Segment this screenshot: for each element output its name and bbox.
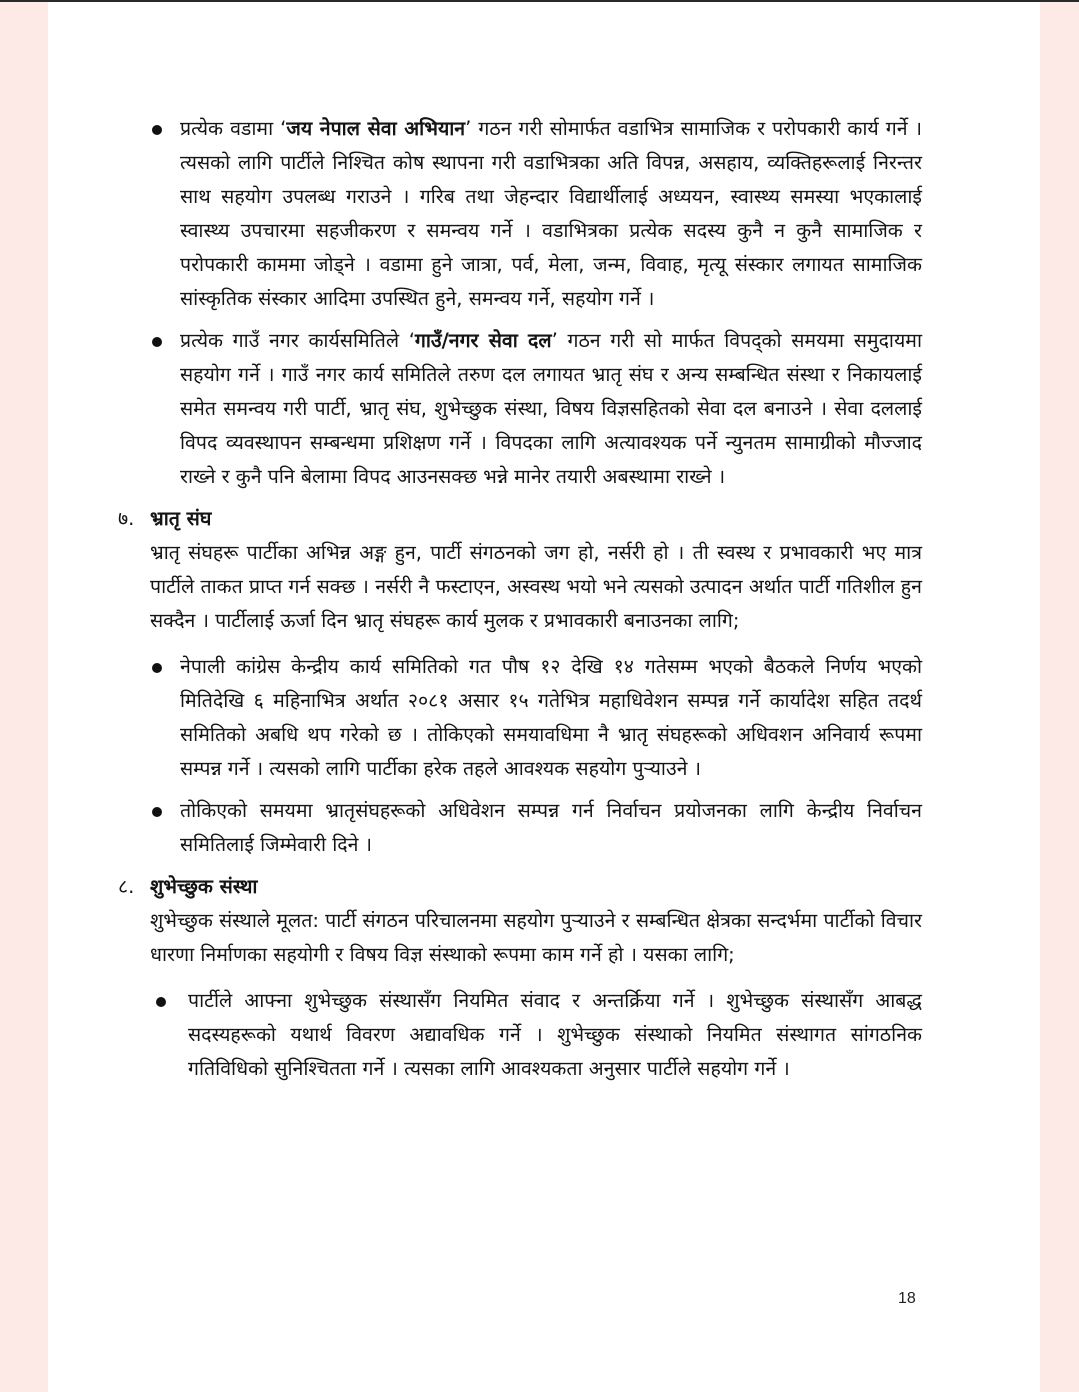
section-6-bullet-list xyxy=(150,112,922,494)
bullet-icon xyxy=(152,663,162,673)
bullet-icon xyxy=(152,337,162,347)
section-8-bullet-list xyxy=(150,984,922,1086)
list-item xyxy=(150,984,922,1086)
section-8-heading xyxy=(118,870,922,904)
list-item xyxy=(150,650,922,786)
list-item xyxy=(150,794,922,862)
list-item xyxy=(150,112,922,316)
bullet-icon xyxy=(152,125,162,135)
bullet-bold-term: गाउँ/नगर सेवा दल xyxy=(414,329,552,352)
section-number: ८. xyxy=(118,875,135,898)
section-title: शुभेच्छुक संस्था xyxy=(150,875,258,898)
bullet-icon xyxy=(152,807,162,817)
section-8-intro: शुभेच्छुक संस्थाले मूलत: पार्टी संगठन परिचालनमा सहयोग पुऱ्याउने र सम्बन्धित क्षेत्रका सन्दर्भमा पार्टीको विचार धारणा निर्माणका सहयोगी र विषय विज्ञ संस्थाको रूपमा काम गर्ने हो । यसका लागि; xyxy=(150,909,922,966)
section-number: ७. xyxy=(118,507,135,530)
section-7-heading xyxy=(118,502,922,536)
bullet-text: पार्टीले आफ्ना शुभेच्छुक संस्थासँग नियमित संवाद र अन्तर्क्रिया गर्ने । शुभेच्छुक संस्थासँग आबद्ध सदस्यहरूको यथार्थ विवरण अद्यावधिक गर्ने । शुभेच्छुक संस्थाको नियमित संस्थागत सांगठनिक गतिविधिको सुनिश्चितता गर्ने । त्यसका लागि आवश्यकता अनुसार पार्टीले सहयोग गर्ने । xyxy=(188,989,922,1080)
bullet-bold-term: जय नेपाल सेवा अभियान xyxy=(286,117,466,140)
page-content xyxy=(118,112,922,1094)
section-7-bullet-list xyxy=(150,650,922,862)
page-number: 18 xyxy=(898,1290,916,1307)
bullet-text: तोकिएको समयमा भ्रातृसंघहरूको अधिवेशन सम्पन्न गर्न निर्वाचन प्रयोजनका लागि केन्द्रीय निर्वाचन समितिलाई जिम्मेवारी दिने । xyxy=(180,799,922,856)
bullet-text-post: ’ गठन गरी सोमार्फत वडाभित्र सामाजिक र परोपकारी कार्य गर्ने । त्यसको लागि पार्टीले निश्चित कोष स्थापना गरी वडाभित्रका अति विपन्न, असहाय, व्यक्तिहरूलाई निरन्तर साथ सहयोग उपलब्ध गराउने । गरिब तथा जेहन्दार विद्यार्थीलाई अध्ययन, स्वास्थ्य समस्या भएकालाई स्वास्थ्य उपचारमा सहजीकरण र समन्वय गर्ने । वडाभित्रका प्रत्येक सदस्य कुनै न कुनै सामाजिक र परोपकारी काममा जोड्ने । वडामा हुने जात्रा, पर्व, मेला, जन्म, विवाह, मृत्यू संस्कार लगायत सामाजिक सांस्कृतिक संस्कार आदिमा उपस्थित हुने, समन्वय गर्ने, सहयोग गर्ने । xyxy=(180,117,922,310)
bullet-text: नेपाली कांग्रेस केन्द्रीय कार्य समितिको गत पौष १२ देखि १४ गतेसम्म भएको बैठकले निर्णय भएको मितिदेखि ६ महिनाभित्र अर्थात २०८१ असार १५ गतेभित्र महाधिवेशन सम्पन्न गर्ने कार्यादेश सहित तदर्थ समितिको अबधि थप गरेको छ । तोकिएको समयावधिमा नै भ्रातृ संघहरूको अधिवशन अनिवार्य रूपमा सम्पन्न गर्ने । त्यसको लागि पार्टीका हरेक तहले आवश्यक सहयोग पुऱ्याउने । xyxy=(180,655,922,780)
bullet-text-post: ’ गठन गरी सो मार्फत विपद्को समयमा समुदायमा सहयोग गर्ने । गाउँ नगर कार्य समितिले तरुण दल लगायत भ्रातृ संघ र अन्य सम्बन्धित संस्था र निकायलाई समेत समन्वय गरी पार्टी, भ्रातृ संघ, शुभेच्छुक संस्था, विषय विज्ञसहितको सेवा दल बनाउने । सेवा दललाई विपद व्यवस्थापन सम्बन्धमा प्रशिक्षण गर्ने । विपदका लागि अत्यावश्यक पर्ने न्युनतम सामाग्रीको मौज्जाद राख्ने र कुनै पनि बेलामा विपद आउनसक्छ भन्ने मानेर तयारी अबस्थामा राख्ने । xyxy=(180,329,922,488)
section-7-intro: भ्रातृ संघहरू पार्टीका अभिन्न अङ्ग हुन, पार्टी संगठनको जग हो, नर्सरी हो । ती स्वस्थ र प्रभावकारी भए मात्र पार्टीले ताकत प्राप्त गर्न सक्छ । नर्सरी नै फस्टाएन, अस्वस्थ भयो भने त्यसको उत्पादन अर्थात पार्टी गतिशील हुन सक्दैन । पार्टीलाई ऊर्जा दिन भ्रातृ संघहरू कार्य मुलक र प्रभावकारी बनाउनका लागि; xyxy=(150,541,922,632)
section-title: भ्रातृ संघ xyxy=(150,507,212,530)
bullet-text-pre: प्रत्येक वडामा ‘ xyxy=(180,117,287,140)
list-item xyxy=(150,324,922,494)
bullet-icon xyxy=(156,997,166,1007)
bullet-text-pre: प्रत्येक गाउँ नगर कार्यसमितिले ‘ xyxy=(180,329,415,352)
